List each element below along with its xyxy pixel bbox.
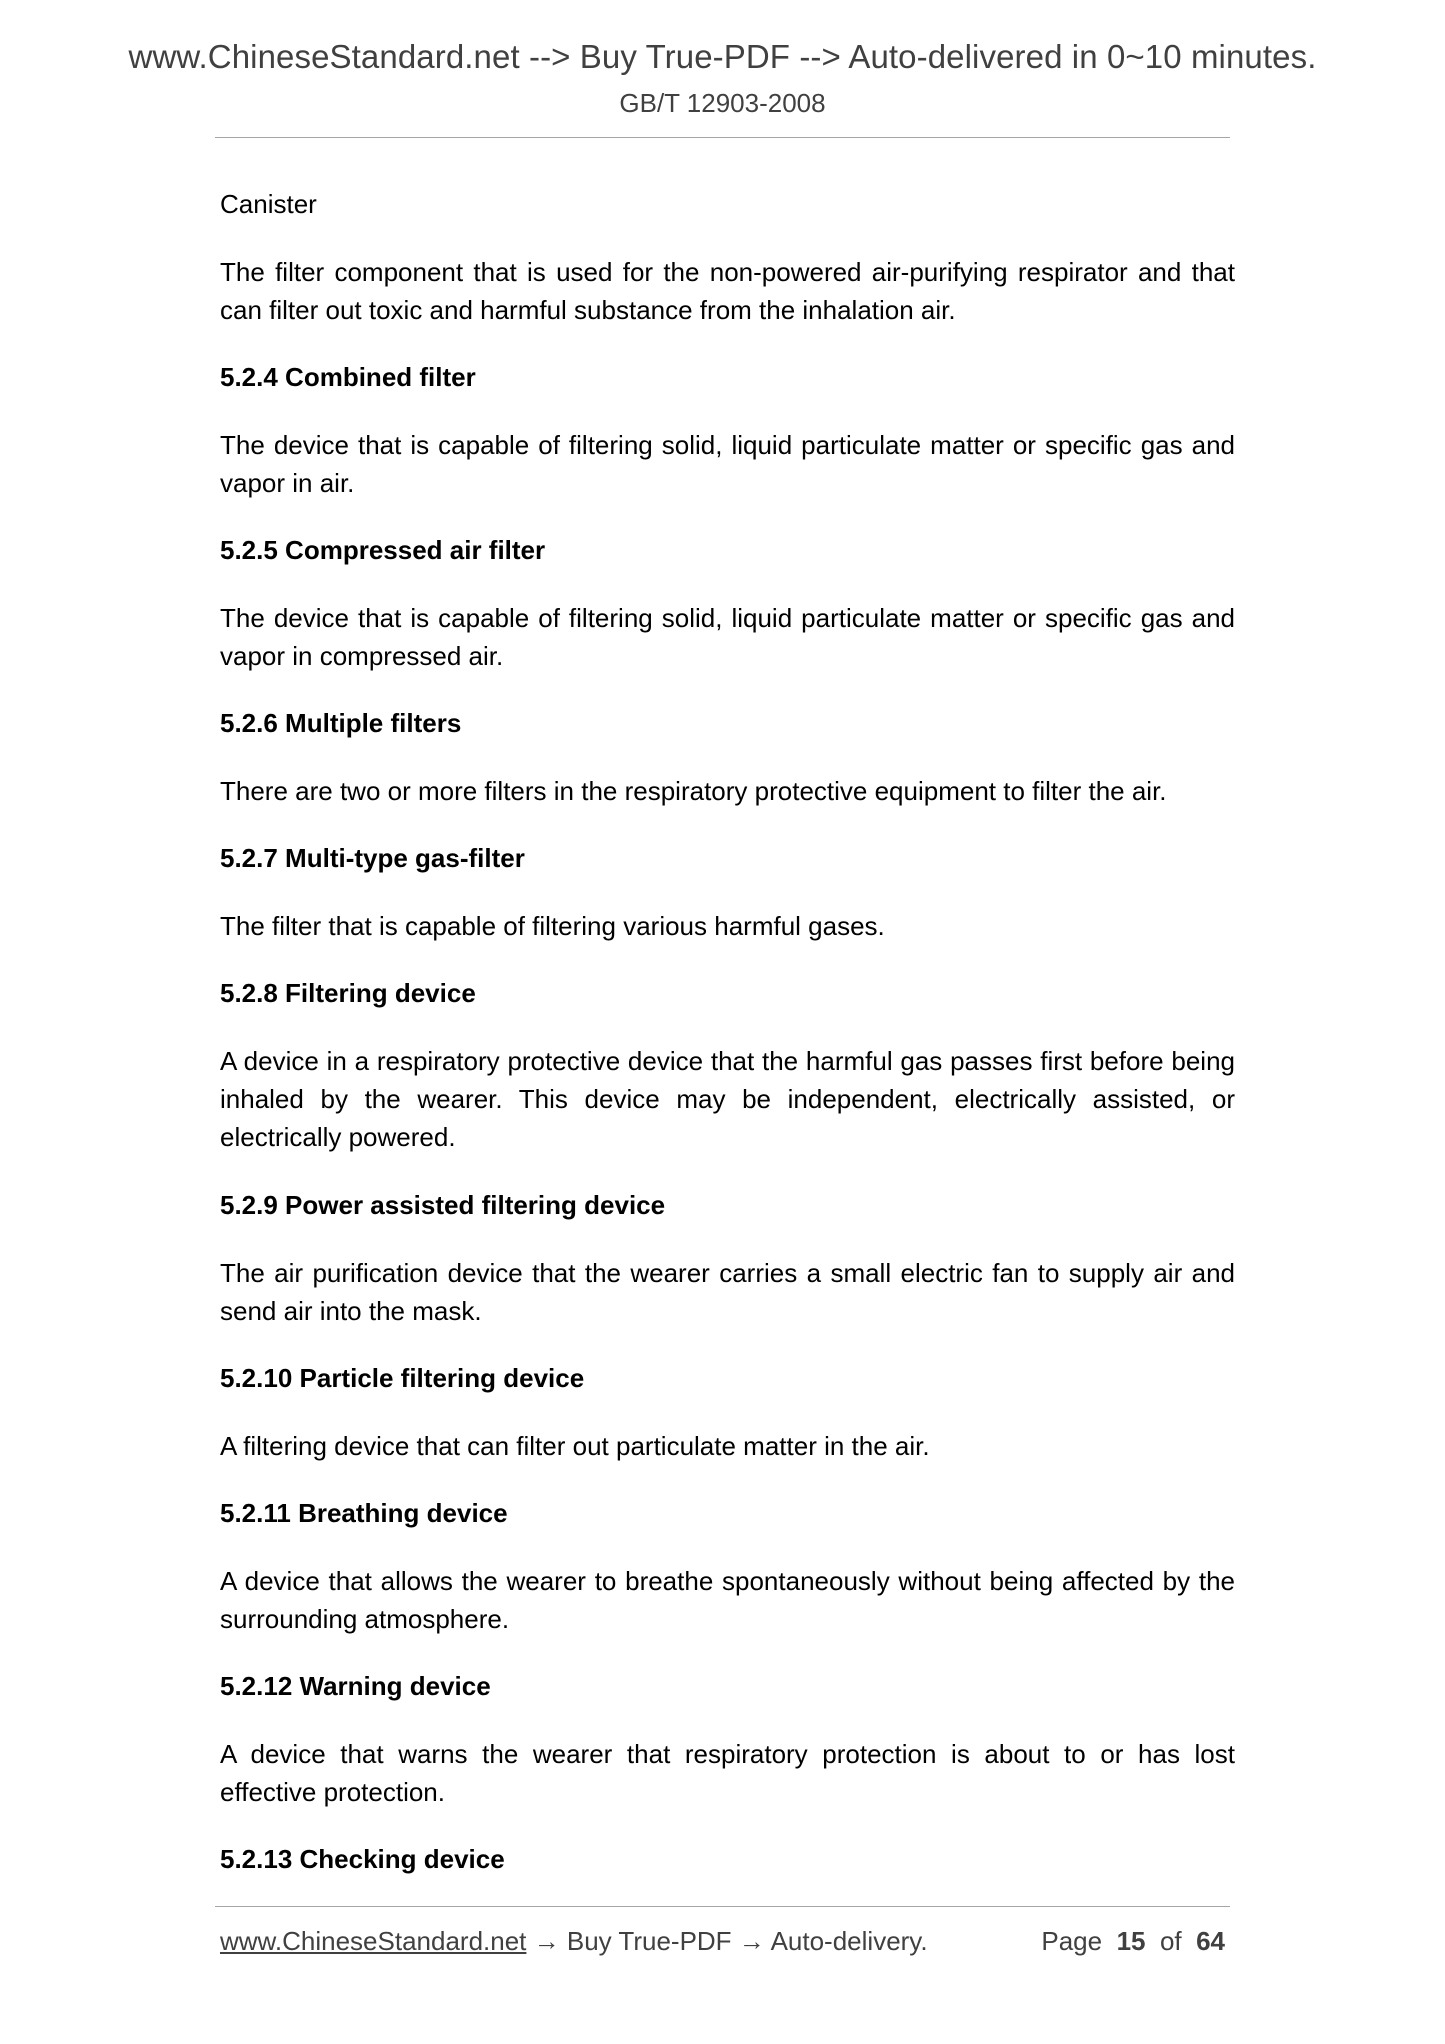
definition-paragraph: The device that is capable of filtering solid, liquid particulate matter or specific gas and vapor in air. <box>220 430 1235 498</box>
section-heading: 5.2.8 Filtering device <box>220 978 476 1008</box>
section-heading: 5.2.13 Checking device <box>220 1844 505 1874</box>
definition-paragraph: A device in a respiratory protective device that the harmful gas passes first before being inhaled by the wearer. This device may be independent, electrically assisted, or electrically powered. <box>220 1046 1235 1152</box>
of-word: of <box>1159 1926 1182 1956</box>
section-heading: 5.2.11 Breathing device <box>220 1498 508 1528</box>
term-label: Canister <box>220 189 317 219</box>
definition-paragraph: A device that warns the wearer that respiratory protection is about to or has lost effective protection. <box>220 1739 1235 1807</box>
definition-paragraph: There are two or more filters in the respiratory protective equipment to filter the air. <box>220 776 1167 806</box>
footer-tagline: → Buy True-PDF → Auto-delivery. <box>526 1926 928 1956</box>
definition-paragraph: A filtering device that can filter out particulate matter in the air. <box>220 1431 930 1461</box>
section-heading: 5.2.7 Multi-type gas-filter <box>220 843 525 873</box>
page-total: 64 <box>1196 1926 1225 1956</box>
header-banner: www.ChineseStandard.net --> Buy True-PDF --> Auto-delivered in 0~10 minutes. <box>128 38 1317 75</box>
section-heading: 5.2.5 Compressed air filter <box>220 535 546 565</box>
footer-divider <box>215 1906 1230 1907</box>
section-heading: 5.2.6 Multiple filters <box>220 708 462 738</box>
definition-paragraph: The filter component that is used for the non-powered air-purifying respirator and that can filter out toxic and harmful substance from the inhalation air. <box>220 257 1235 325</box>
definition-paragraph: The air purification device that the wearer carries a small electric fan to supply air and send air into the mask. <box>220 1258 1235 1326</box>
page-counter <box>1041 1922 1225 1960</box>
section-heading: 5.2.10 Particle filtering device <box>220 1363 585 1393</box>
standard-code: GB/T 12903-2008 <box>619 88 826 118</box>
page-current: 15 <box>1116 1926 1146 1956</box>
section-heading: 5.2.12 Warning device <box>220 1671 491 1701</box>
footer-left <box>220 1922 928 1960</box>
page-word: Page <box>1041 1926 1103 1956</box>
section-heading: 5.2.4 Combined filter <box>220 362 476 392</box>
definition-paragraph: The filter that is capable of filtering various harmful gases. <box>220 911 885 941</box>
site-link[interactable]: www.ChineseStandard.net <box>220 1926 527 1956</box>
definition-paragraph: A device that allows the wearer to breathe spontaneously without being affected by the surrounding atmosphere. <box>220 1566 1235 1634</box>
definition-paragraph: The device that is capable of filtering solid, liquid particulate matter or specific gas and vapor in compressed air. <box>220 603 1235 671</box>
header-divider <box>215 137 1230 138</box>
section-heading: 5.2.9 Power assisted filtering device <box>220 1190 666 1220</box>
